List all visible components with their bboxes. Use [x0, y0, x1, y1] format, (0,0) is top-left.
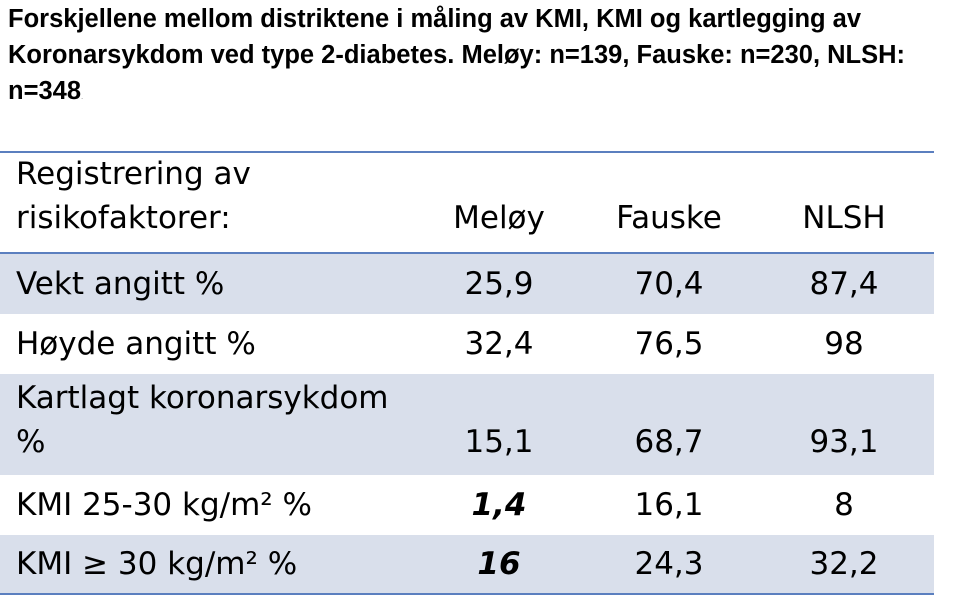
cell-nlsh: 98	[824, 326, 864, 362]
caption-tail: .	[81, 92, 84, 101]
table-row-koronarsykdom	[0, 374, 934, 475]
caption-text: Forskjellene mellom distriktene i måling av KMI, KMI og kartlegging av Koronarsykdom ved type 2-diabetes. Meløy: n=139, Fauske: n=230, NLSH: n=348	[8, 5, 906, 105]
header-fauske: Fauske	[616, 200, 722, 236]
cell-meloy: 15,1	[464, 424, 534, 460]
row-label: Høyde angitt %	[16, 326, 256, 362]
table-header-row	[0, 151, 934, 254]
cell-nlsh: 87,4	[809, 266, 879, 302]
cell-meloy: 32,4	[464, 326, 534, 362]
table-row-hoyde	[0, 314, 934, 374]
cell-nlsh: 32,2	[809, 546, 879, 582]
header-meloy: Meløy	[453, 200, 545, 236]
cell-meloy-emphasized: 16	[477, 546, 521, 582]
table-row-kmi-25-30	[0, 475, 934, 535]
header-label: Registrering av risikofaktorer:	[16, 156, 251, 236]
row-label: KMI ≥ 30 kg/m² %	[16, 546, 298, 582]
header-nlsh: NLSH	[802, 200, 886, 236]
cell-fauske: 68,7	[634, 424, 704, 460]
table-row-vekt	[0, 254, 934, 314]
cell-fauske: 76,5	[634, 326, 704, 362]
row-label: Kartlagt koronarsykdom %	[16, 380, 389, 460]
cell-nlsh: 93,1	[809, 424, 879, 460]
cell-nlsh: 8	[834, 487, 854, 523]
cell-fauske: 24,3	[634, 546, 704, 582]
row-label: KMI 25-30 kg/m² %	[16, 487, 313, 523]
cell-fauske: 70,4	[634, 266, 704, 302]
cell-meloy-emphasized: 1,4	[471, 487, 527, 523]
cell-fauske: 16,1	[634, 487, 704, 523]
table-row-kmi-over-30	[0, 535, 934, 595]
row-label: Vekt angitt %	[16, 266, 225, 302]
table-caption	[8, 1, 956, 115]
risk-factor-table	[0, 151, 934, 595]
cell-meloy: 25,9	[464, 266, 534, 302]
